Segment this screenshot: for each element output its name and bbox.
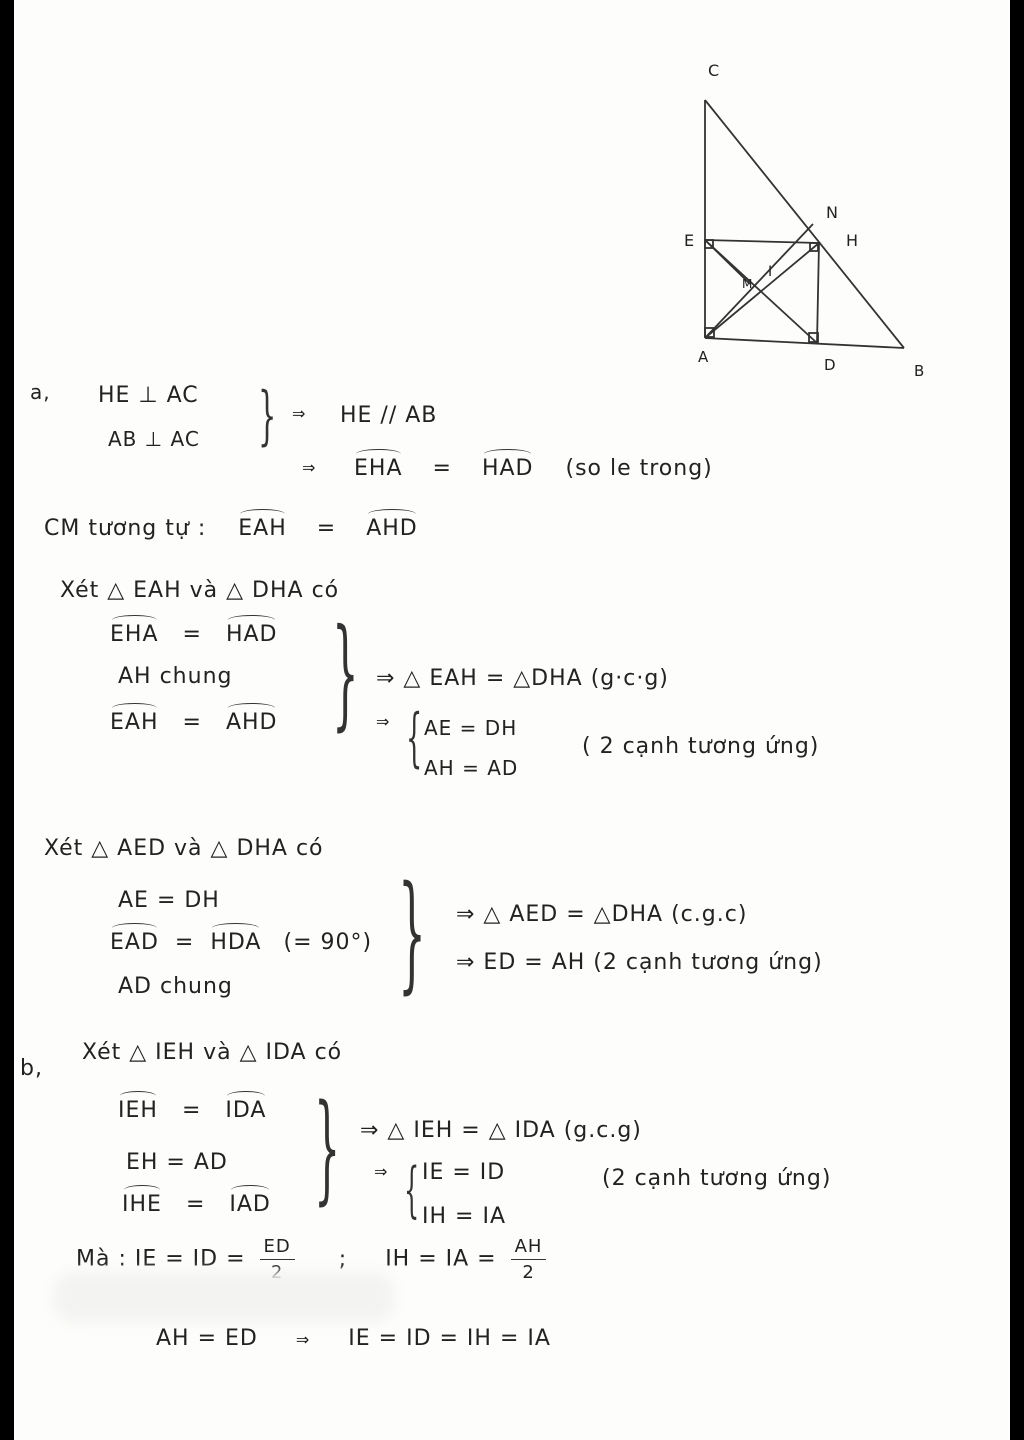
c2-result2: ⇒ ED = AH (2 cạnh tương ứng) [456, 950, 823, 975]
c2-row3: AD chung [118, 974, 233, 999]
angle-eah: EAH [238, 516, 287, 541]
ih-ia-equals: IH = IA = [385, 1246, 497, 1272]
angle-hda: HDA [210, 930, 262, 955]
label-d: D [824, 356, 836, 374]
angle-eha: EHA [110, 622, 159, 647]
b-row2: EH = AD [126, 1150, 228, 1175]
equals-sign: = [432, 456, 452, 481]
c2-result1: ⇒ △ AED = △DHA (c.g.c) [456, 902, 748, 927]
result-arrow-1: ⇒ [292, 404, 307, 423]
handwritten-sheet [14, 0, 1010, 1440]
segment-hd [817, 243, 819, 343]
b-row3 [122, 1192, 271, 1217]
c1-row1 [110, 622, 277, 647]
final-arrow: ⇒ [295, 1330, 311, 1349]
c2-row1: AE = DH [118, 888, 220, 913]
part-a-label: a, [30, 380, 51, 404]
c1-row3 [110, 710, 277, 735]
b-note: (2 cạnh tương ứng) [602, 1166, 832, 1191]
erased-smudge [54, 1272, 394, 1322]
label-h: H [846, 231, 859, 250]
b-ih-ia: IH = IA [422, 1204, 506, 1229]
given-ab-perp-ac: AB ⊥ AC [108, 427, 200, 451]
c1-result2-arrow: ⇒ [376, 712, 391, 731]
c1-ah-ad: AH = AD [424, 756, 519, 780]
label-e: E [684, 231, 695, 250]
fraction-ah-2 [511, 1236, 547, 1283]
brace-3: { [406, 701, 423, 775]
ah-equals-ed: AH = ED [156, 1326, 258, 1351]
equals-sign: = [181, 1098, 202, 1123]
consider-ieh-ida: Xét △ IEH và △ IDA có [82, 1040, 343, 1065]
c1-row2: AH chung [118, 664, 233, 689]
fraction-numerator: AH [511, 1236, 547, 1260]
c2-row2 [110, 930, 372, 955]
angle-iad: IAD [229, 1192, 271, 1217]
fraction-numerator: ED [260, 1236, 295, 1260]
label-m: M [742, 277, 753, 291]
similarly-line [44, 516, 418, 541]
equals-sign: = [182, 622, 202, 647]
given-he-perp-ac: HE ⊥ AC [98, 383, 199, 408]
consider-eah-dha: Xét △ EAH và △ DHA có [60, 578, 340, 603]
angle-ahd: AHD [366, 516, 418, 541]
label-b: B [914, 362, 925, 380]
c1-result: ⇒ △ EAH = △DHA (g·c·g) [376, 666, 669, 691]
segment-eh [705, 240, 819, 243]
angle-ahd: AHD [225, 710, 278, 735]
brace-1: } [258, 379, 277, 453]
fraction-denominator: 2 [522, 1262, 535, 1283]
b-result2-arrow: ⇒ [374, 1162, 389, 1181]
final-line [156, 1326, 551, 1351]
angle-had: HAD [481, 456, 534, 481]
consider-aed-dha: Xét △ AED và △ DHA có [44, 836, 324, 861]
separator: ; [338, 1246, 348, 1272]
brace-5: } [314, 1078, 341, 1216]
ma-prefix: Mà : IE = ID = [76, 1246, 246, 1272]
angle-had: HAD [225, 622, 278, 647]
c1-ae-dh: AE = DH [424, 716, 518, 740]
result-he-parallel-ab: HE // AB [340, 403, 438, 428]
b-result1: ⇒ △ IEH = △ IDA (g.c.g) [360, 1118, 642, 1143]
brace-6: { [404, 1155, 420, 1225]
final-conclusion: IE = ID = IH = IA [348, 1326, 551, 1351]
angle-ihe: IHE [122, 1192, 162, 1217]
angle-ieh: IEH [118, 1098, 158, 1123]
right-angle-note: (= 90°) [283, 930, 373, 955]
equals-sign: = [182, 710, 202, 735]
part-b-label: b, [20, 1056, 43, 1081]
angle-equality-1 [354, 456, 713, 481]
angle-ida: IDA [225, 1098, 267, 1123]
angle-ehA: EHA [354, 456, 403, 481]
c1-note: ( 2 cạnh tương ứng) [582, 734, 820, 759]
segment-ab [705, 338, 904, 348]
angle-eah: EAH [110, 710, 159, 735]
angle-ead: EAD [110, 930, 159, 955]
label-c: C [708, 61, 720, 80]
label-i: I [768, 264, 773, 280]
equals-sign: = [316, 516, 337, 541]
triangle-figure [664, 50, 954, 390]
label-n: N [826, 203, 838, 222]
alternate-interior-note: (so le trong) [565, 456, 713, 481]
equals-sign: = [185, 1192, 206, 1217]
segment-cb [705, 100, 904, 348]
b-row1 [118, 1098, 266, 1123]
label-a: A [698, 348, 709, 366]
result-arrow-2: ⇒ [302, 458, 317, 477]
b-ie-id: IE = ID [422, 1160, 506, 1185]
similarly-prefix: CM tương tự : [44, 516, 207, 541]
equals-sign: = [174, 930, 195, 955]
brace-4: } [398, 859, 427, 1006]
brace-2: } [332, 604, 359, 743]
